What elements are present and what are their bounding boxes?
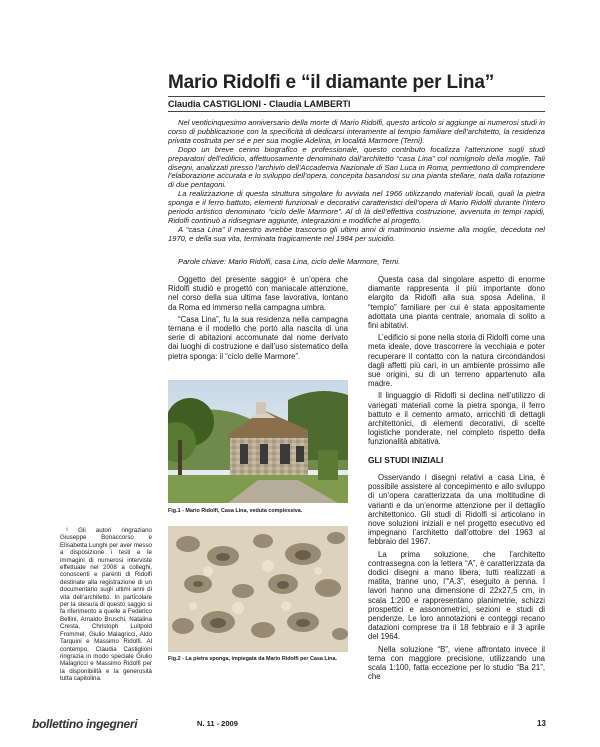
house-illustration bbox=[168, 380, 348, 503]
keywords: Parole chiave: Mario Ridolfi, casa Lina, ciclo delle Marmore, Terni. bbox=[178, 257, 401, 266]
page-number: 13 bbox=[537, 719, 546, 728]
figure-casa-lina-photo bbox=[168, 380, 348, 503]
publication-logo: bollettino ingegneri bbox=[32, 717, 138, 731]
body-paragraph: La prima soluzione, che l’architetto contrassegna con la lettera “A”, è caratterizzata da dodici disegni a mano libera, tutti realizzati a matita, tranne uno, l’“A.3”, eseguito a penna. I lavori hanno una dimensione di 22x27,5 cm, in scala 1:200 e rappresentano planimetrie, schizzi prospettici e assonometrici, sezioni e studi di pendenze. Le loro annotazioni e conteggi recano datazioni comprese tra il 18 febbraio e il 3 aprile del 1964. bbox=[368, 549, 545, 642]
abstract bbox=[168, 119, 545, 244]
article-authors: Claudia CASTIGLIONI - Claudia LAMBERTI bbox=[168, 99, 351, 109]
abstract-paragraph: La realizzazione di questa struttura singolare fu avviata nel 1966 utilizzando materiali locali, quali la pietra sponga e il ferro battuto, elementi funzionali e decorativi caratteristici dell’opera di Mario Ridolfi durante l’intero periodo artistico denominato “ciclo delle Marmore”. Al di là dell’effettiva costruzione, avvenuta in tempi rapidi, Ridolfi continuò a ridisegnare aggiunte, integrazioni e modifiche al progetto. bbox=[168, 189, 545, 225]
body-paragraph: Oggetto del presente saggio¹ è un’opera che Ridolfi studiò e progettò con maniacale attenzione, nel corso della sua ultima fase lavorativa, lontano da Roma ed immerso nella campagna umbra. bbox=[168, 275, 348, 312]
stone-texture-illustration bbox=[168, 526, 348, 652]
abstract-paragraph: Dopo un breve cenno biografico e professionale, questo contributo focalizza l’attenzione sugli studi preparatori dell’edificio, affettuosamente denominato dall’architetto “casa Lina” col nomignolo della moglie. Tali disegni, analizzati presso l’archivio dell’Accademia Nazionale di San Luca in Roma, permettono di comprendere l’elaborazione accurata e lo sviluppo dell’opera, concepita basandosi su una pianta stellare, nata dalla rotazione di due pentagoni. bbox=[168, 144, 545, 190]
abstract-paragraph: A “casa Lina” il maestro avrebbe trascorso gli ultimi anni di matrimonio insieme alla moglie, deceduta nel 1970, e della sua vita, terminata tragicamente nel 1984 per suicidio. bbox=[168, 224, 545, 243]
section-heading: GLI STUDI INIZIALI bbox=[368, 455, 444, 465]
title-rule bbox=[168, 96, 545, 97]
figure-1-caption: Fig.1 - Mario Ridolfi, Casa Lina, veduta complessiva. bbox=[168, 508, 303, 514]
body-column-left bbox=[168, 275, 348, 364]
body-paragraph: “Casa Lina”, fu la sua residenza nella campagna ternana e il modello che portò alla nascita di una serie di abitazioni accomunate dal nome derivato dai luoghi di costruzione e dall’uso sistematico della pietra sponga: il “ciclo delle Marmore”. bbox=[168, 314, 348, 361]
body-paragraph: Nella soluzione “B”, viene affrontato invece il tema con maggiore precisione, utilizzando una scala 1:100, fatta eccezione per lo studio “Ba 21”, che bbox=[368, 644, 545, 682]
body-paragraph: Osservando i disegni relativi a casa Lina, è possibile assistere al concepimento e allo sviluppo di un’opera caratterizzata da una moltitudine di varianti e da un’enorme attenzione per il dettaglio architettonico. Gli studi di Ridolfi si articolano in nove soluzioni iniziali e nel progetto esecutivo ed impegnano l’architetto dall’ottobre del 1963 al febbraio del 1967. bbox=[368, 473, 545, 547]
footnote-text: ¹ Gli autori ringraziano Giuseppe Bonaccorso e Elisabetta Lunghi per aver messo a disposizione i testi e le immagini di numerosi interviste effettuate nel 2008 a colleghi, conoscenti e parenti di Ridolfi destinate alla registrazione di un documentario sugli ultimi anni di vita dell’architetto. In particolare per la stesura di questo saggio si fa riferimento a quelle a Federico Bellini, Arnaldo Bruschi, Natalina Cresta, Christoph Luitpold Frommel, Giulio Malagricci, Aldo Tarquini e Massimo Ridolfi. Al contempo, Claudia Castiglioni ringrazia in modo speciale Giulio Malagricci e Massimo Ridolfi per la disponibilità e la generosità tutta capitolina. bbox=[60, 527, 152, 683]
body-column-right bbox=[368, 275, 545, 450]
body-paragraph: Questa casa dal singolare aspetto di enorme diamante rappresenta il più importante dono elargito da Ridolfi alla sua sposa Adelina, il “tempio” familiare per cui è stata appositamente adottata una pianta centrale, anomala di solito a fini abitativi. bbox=[368, 275, 545, 331]
authors-rule bbox=[168, 111, 545, 112]
figure-pietra-sponga-photo bbox=[168, 526, 348, 652]
issue-number: N. 11 - 2009 bbox=[197, 719, 238, 728]
article-title: Mario Ridolfi e “il diamante per Lina” bbox=[168, 72, 495, 93]
body-paragraph: L’edificio si pone nella storia di Ridolfi come una meta ideale, dove trascorrere la vecchiaia e poter recuperare il contatto con la natura circondandosi dagli affetti più cari, in un ambiente prossimo alle sue origini, su di un terreno appartenuto alla madre. bbox=[368, 333, 545, 389]
body-paragraph: Il linguaggio di Ridolfi si declina nell’utilizzo di variegati materiali come la pietra sponga, il ferro battuto e il cemento armato, arricchiti di dettagli architettonici, di elementi decorativi, di scelte logistiche ponderate, nel completo rispetto della funzionalità abitativa. bbox=[368, 391, 545, 447]
footnote bbox=[60, 527, 152, 683]
body-column-right-section bbox=[368, 473, 545, 684]
abstract-paragraph: Nel venticinquesimo anniversario della morte di Mario Ridolfi, questo articolo si aggiunge ai numerosi studi in corso di pubblicazione con la specificità di dedicarsi interamente al tempio familiare dell’architetto, la residenza privata costruita per sé e per sua moglie Adelina, in località Marmore (Terni). bbox=[168, 118, 545, 145]
figure-2-caption: Fig.2 - La pietra sponga, impiegata da Mario Ridolfi per Casa Lina. bbox=[168, 656, 337, 662]
